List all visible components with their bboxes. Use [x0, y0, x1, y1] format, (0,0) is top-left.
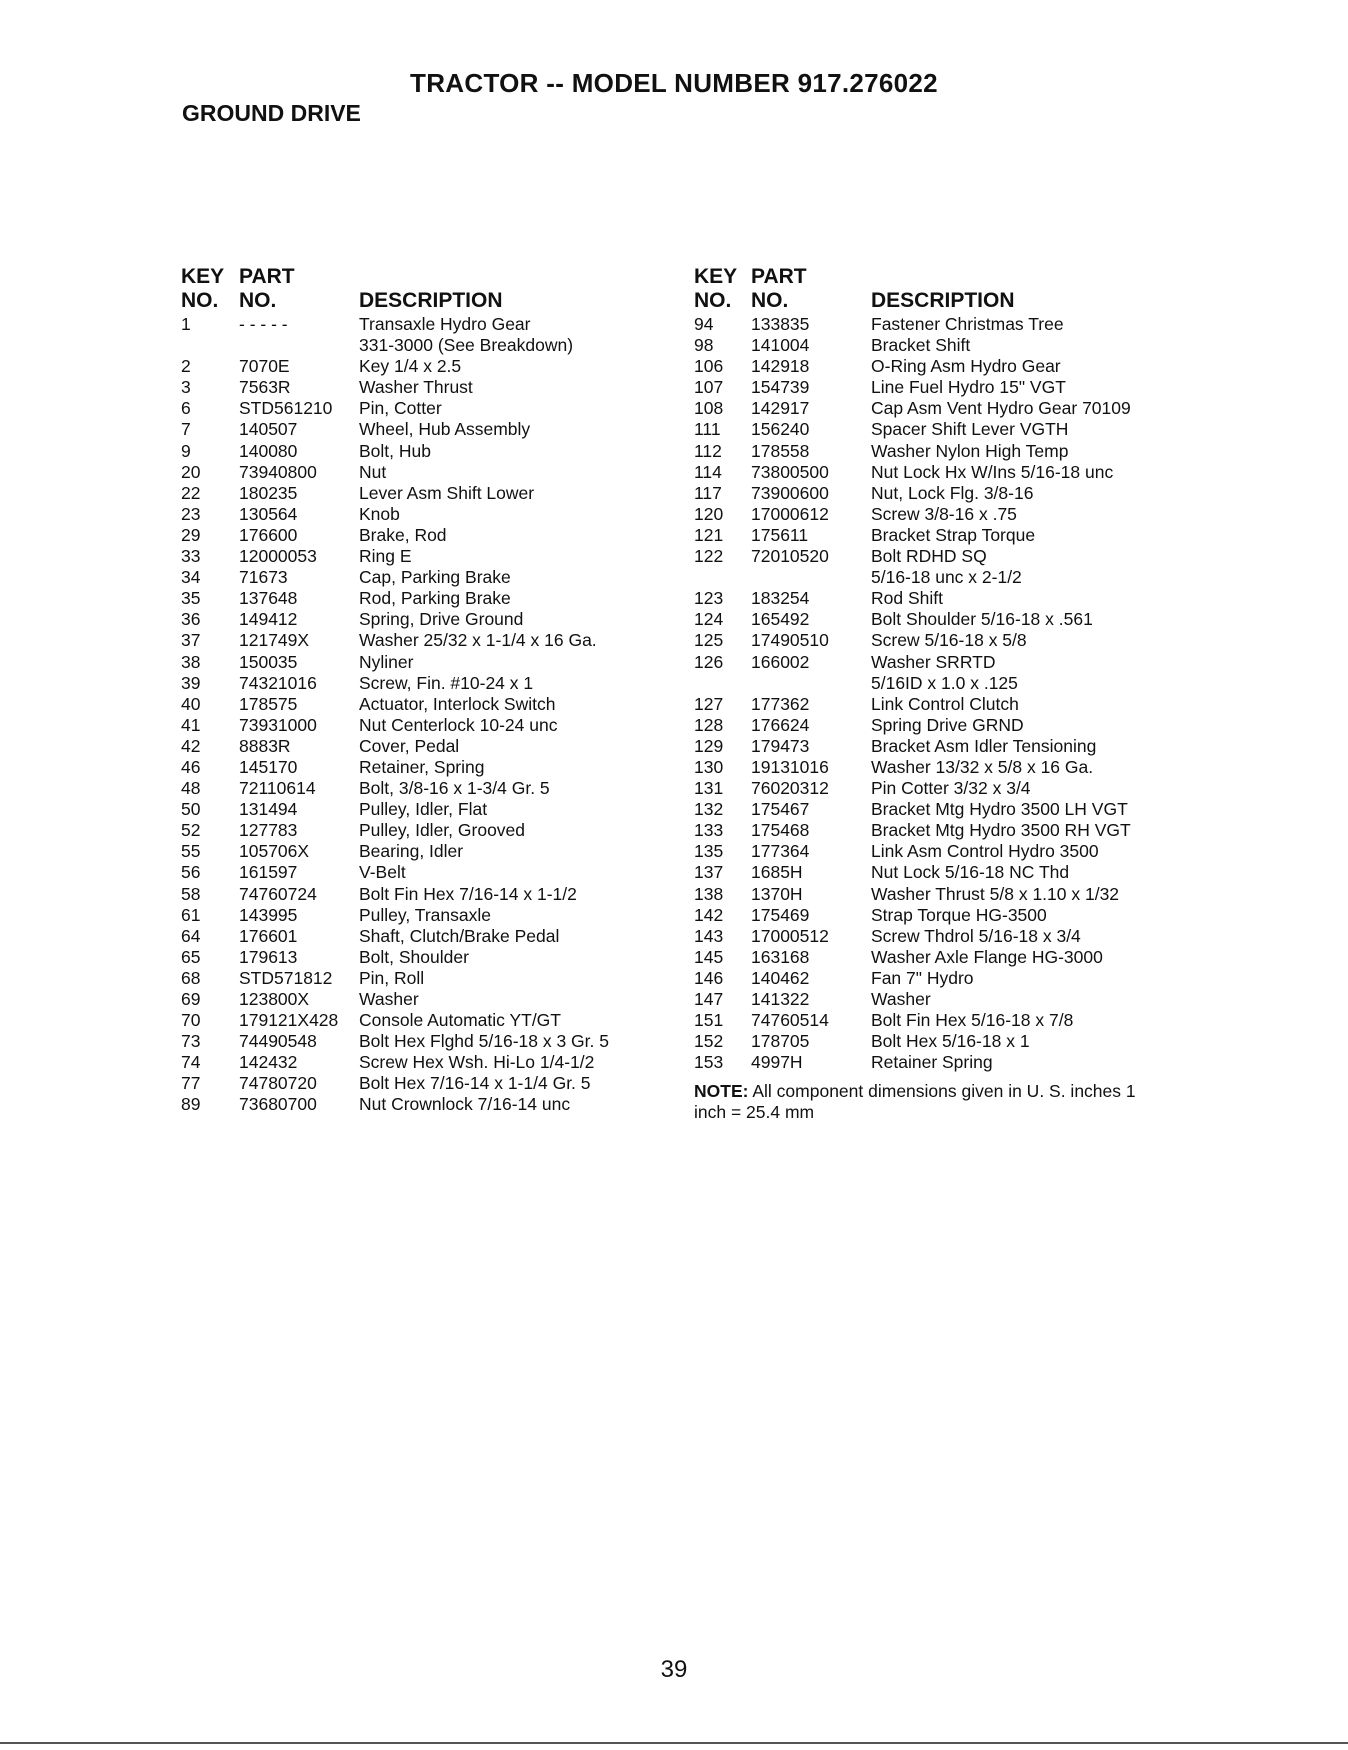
part-number: 178575: [239, 693, 298, 714]
part-number: 177364: [751, 841, 810, 862]
table-row: [694, 841, 1154, 862]
key-number: 128: [694, 714, 724, 735]
key-number: 130: [694, 756, 724, 777]
description: Console Automatic YT/GT: [359, 1010, 561, 1031]
part-number: 143995: [239, 904, 298, 925]
table-row: [694, 419, 1154, 440]
key-number: 42: [181, 735, 201, 756]
description: Fan 7" Hydro: [871, 967, 974, 988]
key-number: 132: [694, 799, 724, 820]
description: Wheel, Hub Assembly: [359, 419, 531, 440]
part-number: 183254: [751, 588, 810, 609]
table-row: [694, 377, 1154, 398]
description: Nyliner: [359, 651, 414, 672]
table-row: [694, 757, 1154, 778]
description: Bolt RDHD SQ: [871, 546, 987, 567]
note-text: All component dimensions given in U. S. inches 1 inch = 25.4 mm: [694, 1081, 1136, 1123]
part-number: 176624: [751, 714, 810, 735]
part-number: 142917: [751, 398, 810, 419]
key-number: 33: [181, 546, 201, 567]
part-number: 123800X: [239, 989, 310, 1009]
description: Screw Thdrol 5/16-18 x 3/4: [871, 925, 1081, 946]
part-number: 179121X428: [239, 1010, 339, 1031]
part-number: 154739: [751, 377, 810, 398]
page-bottom-edge: [0, 1742, 1348, 1744]
part-number: 137648: [239, 588, 298, 609]
description: Strap Torque HG-3500: [871, 904, 1047, 925]
part-number: STD561210: [239, 398, 333, 419]
key-number: 152: [694, 1031, 724, 1052]
description: Nut Crownlock 7/16-14 unc: [359, 1094, 571, 1115]
part-number: 73680700: [239, 1094, 317, 1115]
part-number: 141322: [751, 989, 810, 1009]
key-number: 112: [694, 440, 722, 461]
table-row: [694, 335, 1154, 356]
part-number: - - - - -: [239, 314, 288, 334]
section-heading: GROUND DRIVE: [182, 100, 361, 126]
key-number: 34: [181, 567, 201, 588]
description: Pulley, Idler, Grooved: [359, 820, 526, 841]
description: Screw 3/8-16 x .75: [871, 503, 1017, 524]
description: Spacer Shift Lever VGTH: [871, 419, 1069, 440]
key-number: 123: [694, 588, 724, 609]
key-number: 37: [181, 630, 201, 651]
key-number: 61: [181, 904, 201, 925]
part-number: 74760514: [751, 1010, 829, 1031]
description: Pin Cotter 3/32 x 3/4: [871, 778, 1031, 799]
table-row: [694, 1031, 1154, 1052]
description: Cover, Pedal: [359, 735, 460, 756]
description: Washer Axle Flange HG-3000: [871, 946, 1103, 967]
part-number: 166002: [751, 651, 810, 672]
description: Washer 25/32 x 1-1/4 x 16 Ga.: [359, 630, 597, 651]
part-number: 1685H: [751, 862, 803, 883]
part-number: 7070E: [239, 356, 290, 377]
part-number: 156240: [751, 419, 810, 440]
part-number: 175468: [751, 820, 810, 841]
key-number: 48: [181, 778, 201, 799]
part-number: 175467: [751, 799, 810, 820]
part-number: 177362: [751, 693, 810, 714]
key-number: 98: [694, 335, 714, 356]
key-number: 127: [694, 693, 724, 714]
key-number: 58: [181, 883, 201, 904]
key-number: 22: [181, 482, 201, 503]
description: Screw, Fin. #10-24 x 1: [359, 672, 534, 693]
description: 5/16ID x 1.0 x .125: [871, 672, 1018, 693]
table-row: [694, 588, 1154, 609]
table-row: [694, 483, 1154, 504]
part-number: 140507: [239, 419, 298, 440]
description: Brake, Rod: [359, 524, 447, 545]
table-row: [694, 947, 1154, 968]
key-number: 9: [181, 440, 191, 461]
key-number: 108: [694, 398, 724, 419]
part-number: 176601: [239, 925, 298, 946]
table-row: [694, 673, 1154, 694]
header-key: KEY: [694, 265, 738, 288]
table-row: [694, 504, 1154, 525]
key-number: 145: [694, 946, 724, 967]
part-number: 130564: [239, 503, 298, 524]
key-number: 94: [694, 314, 714, 334]
key-number: 151: [694, 1010, 724, 1031]
description: Washer Nylon High Temp: [871, 440, 1069, 461]
part-number: 72010520: [751, 546, 829, 567]
description: 331-3000 (See Breakdown): [359, 335, 574, 356]
part-number: STD571812: [239, 967, 333, 988]
key-number: 124: [694, 609, 724, 630]
part-number: 17490510: [751, 630, 829, 651]
key-number: 2: [181, 356, 191, 377]
key-number: 3: [181, 377, 191, 398]
description: Bracket Mtg Hydro 3500 LH VGT: [871, 799, 1128, 820]
note-label: NOTE:: [694, 1081, 749, 1102]
part-number: 105706X: [239, 841, 310, 862]
description: Cap, Parking Brake: [359, 567, 511, 588]
header-description: DESCRIPTION: [871, 289, 1015, 312]
key-number: 120: [694, 503, 724, 524]
description: Nut Lock Hx W/Ins 5/16-18 unc: [871, 461, 1114, 482]
description: Pin, Cotter: [359, 398, 442, 419]
key-number: 1: [181, 314, 191, 334]
description: Bearing, Idler: [359, 841, 464, 862]
key-number: 135: [694, 841, 724, 862]
description: Spring Drive GRND: [871, 714, 1024, 735]
description: Screw Hex Wsh. Hi-Lo 1/4-1/2: [359, 1052, 595, 1073]
description: Bolt, 3/8-16 x 1-3/4 Gr. 5: [359, 778, 550, 799]
description: Pin, Roll: [359, 967, 425, 988]
key-number: 138: [694, 883, 724, 904]
description: Link Control Clutch: [871, 693, 1019, 714]
table-row: [694, 630, 1154, 651]
key-number: 73: [181, 1031, 201, 1052]
part-number: 149412: [239, 609, 298, 630]
key-number: 147: [694, 989, 724, 1009]
key-number: 74: [181, 1052, 201, 1073]
description: O-Ring Asm Hydro Gear: [871, 356, 1061, 377]
part-number: 8883R: [239, 735, 291, 756]
header-description: DESCRIPTION: [359, 289, 503, 312]
key-number: 64: [181, 925, 201, 946]
description: V-Belt: [359, 862, 406, 883]
part-number: 73931000: [239, 714, 317, 735]
table-row: [694, 715, 1154, 736]
header-part-no: NO.: [239, 289, 277, 312]
part-number: 4997H: [751, 1052, 803, 1073]
key-number: 38: [181, 651, 201, 672]
table-header: [694, 258, 1154, 314]
table-row: [694, 1052, 1154, 1073]
description: Lever Asm Shift Lower: [359, 482, 535, 503]
part-number: 141004: [751, 335, 810, 356]
description: Pulley, Transaxle: [359, 904, 491, 925]
key-number: 111: [694, 419, 721, 440]
key-number: 122: [694, 546, 724, 567]
key-number: 65: [181, 946, 201, 967]
key-number: 68: [181, 967, 201, 988]
page-number: 39: [660, 1656, 688, 1683]
part-number: 178558: [751, 440, 810, 461]
description: Pulley, Idler, Flat: [359, 799, 488, 820]
description: Bolt Shoulder 5/16-18 x .561: [871, 609, 1093, 630]
description: 5/16-18 unc x 2-1/2: [871, 567, 1022, 588]
description: Cap Asm Vent Hydro Gear 70109: [871, 398, 1131, 419]
description: Spring, Drive Ground: [359, 609, 524, 630]
part-number: 142432: [239, 1052, 298, 1073]
part-number: 17000612: [751, 503, 829, 524]
key-number: 107: [694, 377, 724, 398]
key-number: 20: [181, 461, 201, 482]
part-number: 165492: [751, 609, 810, 630]
table-row: [694, 609, 1154, 630]
table-row: [694, 356, 1154, 377]
part-number: 74321016: [239, 672, 317, 693]
description: Nut Lock 5/16-18 NC Thd: [871, 862, 1070, 883]
header-part-no: NO.: [751, 289, 789, 312]
part-number: 73800500: [751, 461, 829, 482]
key-number: 50: [181, 799, 201, 820]
description: Bolt, Hub: [359, 440, 431, 461]
key-number: 89: [181, 1094, 201, 1115]
key-number: 6: [181, 398, 191, 419]
description: Line Fuel Hydro 15" VGT: [871, 377, 1066, 398]
header-part: PART: [239, 265, 295, 288]
description: Bracket Asm Idler Tensioning: [871, 735, 1097, 756]
description: Ring E: [359, 546, 412, 567]
description: Bolt Fin Hex 5/16-18 x 7/8: [871, 1010, 1074, 1031]
table-row: [694, 799, 1154, 820]
header-key-no: NO.: [694, 289, 732, 312]
description: Washer 13/32 x 5/8 x 16 Ga.: [871, 756, 1094, 777]
part-number: 72110614: [239, 778, 316, 799]
table-row: [694, 462, 1154, 483]
description: Knob: [359, 503, 400, 524]
table-row: [694, 778, 1154, 799]
part-number: 175611: [751, 524, 809, 545]
description: Washer Thrust: [359, 377, 473, 398]
description: Nut, Lock Flg. 3/8-16: [871, 482, 1034, 503]
description: Bolt Hex Flghd 5/16-18 x 3 Gr. 5: [359, 1031, 609, 1052]
part-number: 1370H: [751, 883, 803, 904]
part-number: 73900600: [751, 482, 829, 503]
part-number: 178705: [751, 1031, 810, 1052]
part-number: 180235: [239, 482, 298, 503]
table-row: [694, 567, 1154, 588]
key-number: 114: [694, 461, 722, 482]
description: Fastener Christmas Tree: [871, 314, 1064, 334]
description: Rod Shift: [871, 588, 943, 609]
description: Key 1/4 x 2.5: [359, 356, 462, 377]
description: Washer: [359, 989, 419, 1009]
table-row: [694, 736, 1154, 757]
table-row: [694, 525, 1154, 546]
part-number: 150035: [239, 651, 298, 672]
key-number: 146: [694, 967, 724, 988]
key-number: 36: [181, 609, 201, 630]
description: Actuator, Interlock Switch: [359, 693, 556, 714]
description: Bolt Hex 7/16-14 x 1-1/4 Gr. 5: [359, 1073, 591, 1094]
part-number: 74490548: [239, 1031, 317, 1052]
header-key: KEY: [181, 265, 225, 288]
part-number: 127783: [239, 820, 298, 841]
key-number: 39: [181, 672, 201, 693]
key-number: 35: [181, 588, 201, 609]
key-number: 131: [694, 778, 724, 799]
page-title: TRACTOR -- MODEL NUMBER 917.276022: [410, 68, 938, 98]
part-number: 131494: [239, 799, 298, 820]
part-number: 73940800: [239, 461, 317, 482]
description: Bolt, Shoulder: [359, 946, 469, 967]
header-part: PART: [751, 265, 807, 288]
key-number: 41: [181, 714, 201, 735]
description: Shaft, Clutch/Brake Pedal: [359, 925, 560, 946]
part-number: 145170: [239, 756, 298, 777]
description: Nut: [359, 461, 387, 482]
key-number: 56: [181, 862, 201, 883]
table-row: [694, 820, 1154, 841]
description: Bolt Hex 5/16-18 x 1: [871, 1031, 1030, 1052]
key-number: 7: [181, 419, 191, 440]
key-number: 126: [694, 651, 724, 672]
dimension-note: [694, 1081, 1154, 1123]
table-row: [694, 1010, 1154, 1031]
description: Washer: [871, 989, 931, 1009]
description: Retainer, Spring: [359, 756, 485, 777]
part-number: 12000053: [239, 546, 317, 567]
description: Bracket Strap Torque: [871, 524, 1036, 545]
table-row: [694, 968, 1154, 989]
table-row: [694, 905, 1154, 926]
key-number: 106: [694, 356, 724, 377]
key-number: 46: [181, 756, 201, 777]
part-number: 175469: [751, 904, 810, 925]
description: Screw 5/16-18 x 5/8: [871, 630, 1027, 651]
header-key-no: NO.: [181, 289, 219, 312]
key-number: 29: [181, 524, 201, 545]
description: Washer Thrust 5/8 x 1.10 x 1/32: [871, 883, 1120, 904]
key-number: 77: [181, 1073, 201, 1094]
key-number: 69: [181, 989, 201, 1009]
table-row: [694, 926, 1154, 947]
key-number: 125: [694, 630, 724, 651]
table-row: [694, 314, 1154, 335]
part-number: 142918: [751, 356, 810, 377]
part-number: 140080: [239, 440, 298, 461]
key-number: 143: [694, 925, 724, 946]
part-number: 121749X: [239, 630, 310, 651]
part-number: 179613: [239, 946, 298, 967]
key-number: 142: [694, 904, 724, 925]
key-number: 129: [694, 735, 724, 756]
key-number: 137: [694, 862, 724, 883]
key-number: 121: [694, 524, 724, 545]
part-number: 133835: [751, 314, 810, 334]
table-row: [694, 441, 1154, 462]
part-number: 179473: [751, 735, 810, 756]
key-number: 117: [694, 482, 722, 503]
description: Link Asm Control Hydro 3500: [871, 841, 1099, 862]
description: Transaxle Hydro Gear: [359, 314, 531, 334]
description: Bracket Mtg Hydro 3500 RH VGT: [871, 820, 1131, 841]
description: Rod, Parking Brake: [359, 588, 511, 609]
part-number: 74760724: [239, 883, 317, 904]
description: Bracket Shift: [871, 335, 971, 356]
key-number: 133: [694, 820, 724, 841]
table-row: [694, 884, 1154, 905]
part-number: 140462: [751, 967, 810, 988]
table-body: [694, 314, 1154, 1073]
description: Bolt Fin Hex 7/16-14 x 1-1/2: [359, 883, 577, 904]
description: Nut Centerlock 10-24 unc: [359, 714, 558, 735]
parts-table-right: [694, 258, 1154, 1123]
table-row: [694, 989, 1154, 1010]
key-number: 70: [181, 1010, 201, 1031]
table-row: [694, 652, 1154, 673]
table-row: [694, 694, 1154, 715]
part-number: 176600: [239, 524, 298, 545]
key-number: 40: [181, 693, 201, 714]
part-number: 74780720: [239, 1073, 317, 1094]
key-number: 23: [181, 503, 201, 524]
table-row: [694, 546, 1154, 567]
part-number: 17000512: [751, 925, 829, 946]
key-number: 52: [181, 820, 201, 841]
part-number: 7563R: [239, 377, 291, 398]
part-number: 71673: [239, 567, 288, 588]
key-number: 153: [694, 1052, 724, 1073]
part-number: 19131016: [751, 756, 829, 777]
part-number: 161597: [239, 862, 298, 883]
table-row: [694, 398, 1154, 419]
description: Retainer Spring: [871, 1052, 993, 1073]
part-number: 163168: [751, 946, 810, 967]
key-number: 55: [181, 841, 201, 862]
table-row: [694, 862, 1154, 883]
part-number: 76020312: [751, 778, 829, 799]
description: Washer SRRTD: [871, 651, 996, 672]
